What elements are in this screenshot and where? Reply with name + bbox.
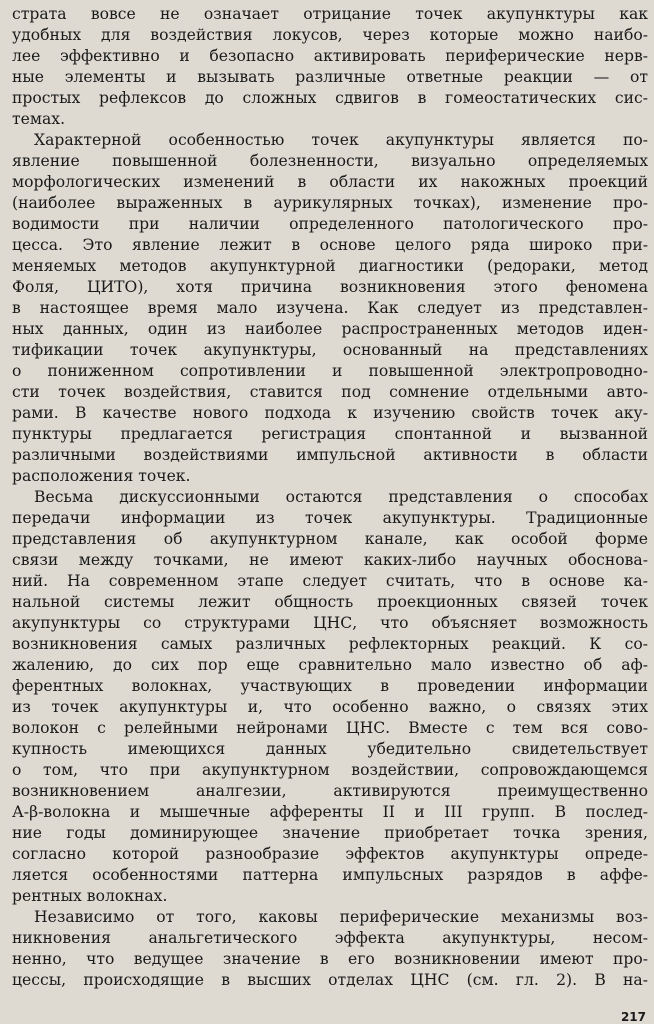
text-line: о том, что при акупунктурном воздействии, сопровождающемся xyxy=(12,761,648,779)
text-line: цессы, происходящие в высших отделах ЦНС (см. гл. 2). В на- xyxy=(12,971,648,989)
text-line: Фоля, ЦИТО), хотя причина возникновения этого феномена xyxy=(12,278,648,296)
text-line: ных данных, один из наиболее распространенных методов иден- xyxy=(12,320,648,338)
paragraph-1 xyxy=(12,4,648,130)
text-line: меняемых методов акупунктурной диагностики (редораки, метод xyxy=(12,257,648,275)
text-line: морфологических изменений в области их накожных проекций xyxy=(12,173,648,191)
body-text xyxy=(12,4,648,991)
text-line: возникновением аналгезии, активируются преимущественно xyxy=(12,782,648,800)
text-line: ненно, что ведущее значение в его возникновении имеют про- xyxy=(12,950,648,968)
paragraph-2 xyxy=(12,130,648,487)
text-line: пунктуры предлагается регистрация спонтанной и вызванной xyxy=(12,425,648,443)
text-line: ляется особенностями паттерна импульсных разрядов в аффе- xyxy=(12,866,648,884)
text-line: Весьма дискуссионными остаются представления о способах xyxy=(34,488,648,506)
text-line: расположения точек. xyxy=(12,467,191,485)
text-line: сти точек воздействия, ставится под сомнение отдельными авто- xyxy=(12,383,648,401)
text-line: из точек акупунктуры и, что особенно важно, о связях этих xyxy=(12,698,648,716)
text-line: купность имеющихся данных убедительно свидетельствует xyxy=(12,740,648,758)
text-line: связи между точками, не имеют каких-либо научных обоснова- xyxy=(12,551,648,569)
text-line: темах. xyxy=(12,110,66,128)
text-line: удобных для воздействия локусов, через которые можно наибо- xyxy=(12,26,648,44)
text-line: жалению, до сих пор еще сравнительно мало известно об аф- xyxy=(12,656,648,674)
text-line: цесса. Это явление лежит в основе целого ряда широко при- xyxy=(12,236,648,254)
paragraph-4 xyxy=(12,907,648,991)
text-line: рами. В качестве нового подхода к изучению свойств точек аку- xyxy=(12,404,648,422)
text-line: ние годы доминирующее значение приобретает точка зрения, xyxy=(12,824,648,842)
text-line: согласно которой разнообразие эффектов акупунктуры опреде- xyxy=(12,845,648,863)
text-line: передачи информации из точек акупунктуры. Традиционные xyxy=(12,509,648,527)
text-line: нальной системы лежит общность проекционных связей точек xyxy=(12,593,648,611)
text-line: ные элементы и вызывать различные ответные реакции — от xyxy=(12,68,648,86)
text-line: простых рефлексов до сложных сдвигов в гомеостатических сис- xyxy=(12,89,648,107)
text-line: различными воздействиями импульсной активности в области xyxy=(12,446,648,464)
text-line: лее эффективно и безопасно активировать периферические нерв- xyxy=(12,47,648,65)
text-line: страта вовсе не означает отрицание точек акупунктуры как xyxy=(12,5,648,23)
text-line: ферентных волокнах, участвующих в проведении информации xyxy=(12,677,648,695)
text-line: в настоящее время мало изучена. Как следует из представлен- xyxy=(12,299,648,317)
text-line: о пониженном сопротивлении и повышенной электропроводно- xyxy=(12,362,648,380)
text-line: представления об акупунктурном канале, как особой форме xyxy=(12,530,648,548)
text-line: явление повышенной болезненности, визуально определяемых xyxy=(12,152,648,170)
text-line: рентных волокнах. xyxy=(12,887,168,905)
paragraph-3 xyxy=(12,487,648,907)
text-line: никновения анальгетического эффекта акупунктуры, несом- xyxy=(12,929,648,947)
text-line: (наиболее выраженных в аурикулярных точках), изменение про- xyxy=(12,194,648,212)
text-line: А-β-волокна и мышечные афференты II и III групп. В послед- xyxy=(12,803,648,821)
page-number: 217 xyxy=(620,1010,646,1024)
text-line: Характерной особенностью точек акупунктуры является по- xyxy=(34,131,648,149)
text-line: возникновения самых различных рефлекторных реакций. К со- xyxy=(12,635,648,653)
text-line: тификации точек акупунктуры, основанный на представлениях xyxy=(12,341,648,359)
text-line: ний. На современном этапе следует считать, что в основе ка- xyxy=(12,572,648,590)
text-line: акупунктуры со структурами ЦНС, что объясняет возможность xyxy=(12,614,648,632)
text-line: водимости при наличии определенного патологического про- xyxy=(12,215,648,233)
text-line: Независимо от того, каковы периферические механизмы воз- xyxy=(34,908,648,926)
text-line: волокон с релейными нейронами ЦНС. Вместе с тем вся сово- xyxy=(12,719,648,737)
